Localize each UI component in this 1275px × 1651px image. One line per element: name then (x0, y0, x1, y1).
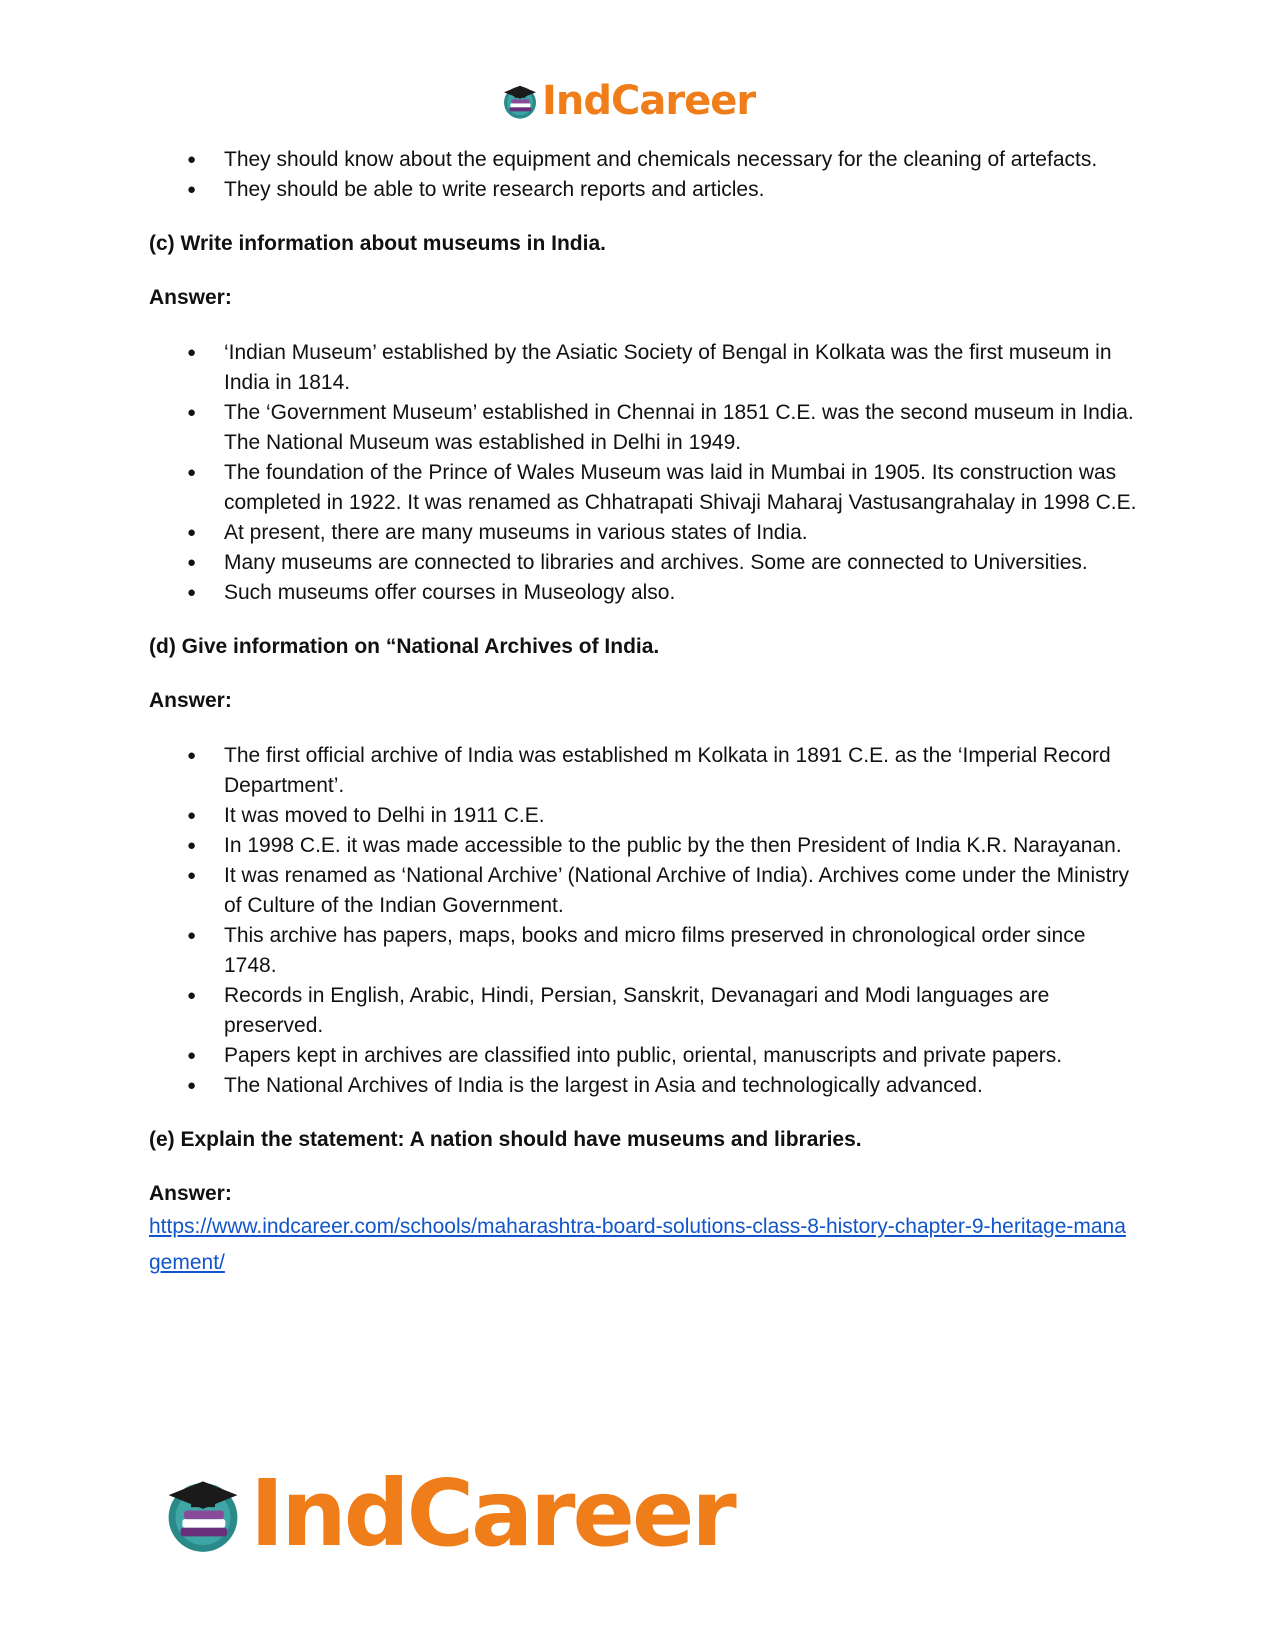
answer-label: Answer: (149, 286, 232, 309)
list-item: ● It was moved to Delhi in 1911 C.E. (149, 801, 1139, 831)
brand-name: IndCareer (542, 78, 756, 124)
intro-list (149, 145, 1139, 205)
list-item: ● The foundation of the Prince of Wales Museum was laid in Mumbai in 1905. Its construction was completed in 1922. It was renamed as Chhatrapati Shivaji Maharaj Vastusangrahalay in 1998 C.E. (149, 458, 1139, 518)
list-item: ● Many museums are connected to libraries and archives. Some are connected to Universities. (149, 548, 1139, 578)
list-item: ● It was renamed as ‘National Archive’ (National Archive of India). Archives come under the Ministry of Culture of the Indian Government. (149, 861, 1139, 921)
list-item: ● Records in English, Arabic, Hindi, Persian, Sanskrit, Devanagari and Modi languages are preserved. (149, 981, 1139, 1041)
page-content (149, 145, 1139, 1281)
question-d: (d) Give information on “National Archives of India. (149, 635, 660, 658)
list-item: ● The National Archives of India is the largest in Asia and technologically advanced. (149, 1071, 1139, 1101)
archives-list (149, 741, 1139, 1101)
graduation-cap-book-globe-icon (160, 1471, 246, 1557)
list-item: ● The ‘Government Museum’ established in Chennai in 1851 C.E. was the second museum in India. The National Museum was established in Delhi in 1949. (149, 398, 1139, 458)
list-item: ● This archive has papers, maps, books and micro films preserved in chronological order since 1748. (149, 921, 1139, 981)
answer-label: Answer: (149, 1182, 232, 1205)
list-item: ● They should know about the equipment and chemicals necessary for the cleaning of artefacts. (149, 145, 1139, 175)
list-item: ● Papers kept in archives are classified into public, oriental, manuscripts and private papers. (149, 1041, 1139, 1071)
header-logo (500, 78, 755, 124)
question-c: (c) Write information about museums in India. (149, 232, 606, 255)
museums-list (149, 338, 1139, 608)
brand-name: IndCareer (250, 1460, 734, 1567)
graduation-cap-book-globe-icon (500, 81, 540, 121)
list-item: ● In 1998 C.E. it was made accessible to the public by the then President of India K.R. Narayanan. (149, 831, 1139, 861)
list-item: ● At present, there are many museums in various states of India. (149, 518, 1139, 548)
list-item: ● The first official archive of India was established m Kolkata in 1891 C.E. as the ‘Imperial Record Department’. (149, 741, 1139, 801)
question-e: (e) Explain the statement: A nation should have museums and libraries. (149, 1128, 862, 1151)
answer-label: Answer: (149, 689, 232, 712)
list-item: ● ‘Indian Museum’ established by the Asiatic Society of Bengal in Kolkata was the first museum in India in 1814. (149, 338, 1139, 398)
list-item: ● They should be able to write research reports and articles. (149, 175, 1139, 205)
solution-link[interactable]: https://www.indcareer.com/schools/maharashtra-board-solutions-class-8-history-chapter-9-heritage-management/ (149, 1215, 1126, 1274)
list-item: ● Such museums offer courses in Museology also. (149, 578, 1139, 608)
footer-logo (160, 1460, 734, 1567)
